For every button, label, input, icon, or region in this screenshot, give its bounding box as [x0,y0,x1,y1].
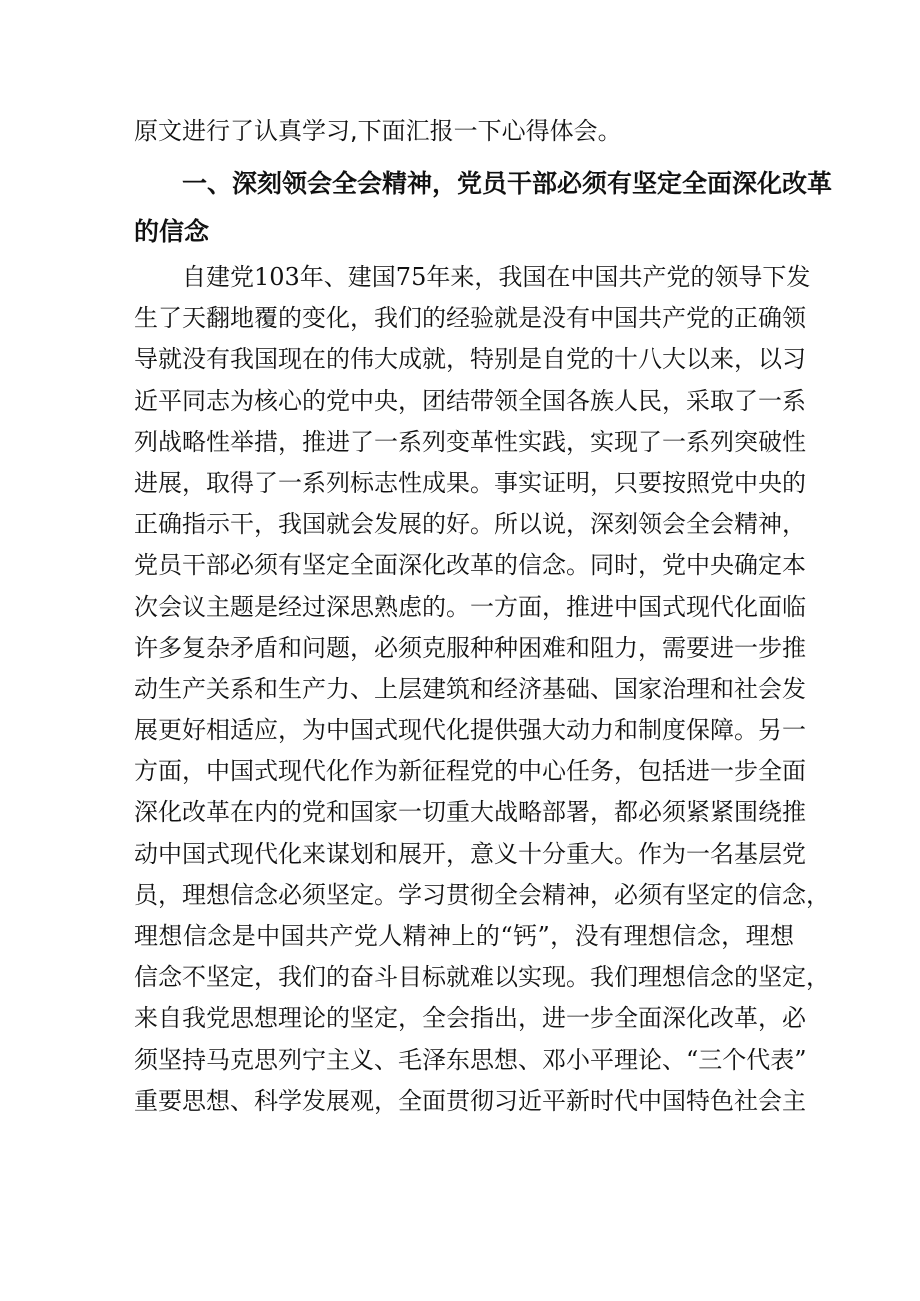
section-heading-line-1: 一、深刻领会全会精神，党员干部必须有坚定全面深化改革 [182,169,833,198]
paragraph-line: 近平同志为核心的党中央，团结带领全国各族人民，采取了一系 [134,386,806,415]
section-heading-line-2: 的信念 [134,217,210,246]
paragraph-line: 正确指示干，我国就会发展的好。所以说，深刻领会全会精神， [134,510,806,539]
section-heading [134,160,833,256]
paragraph-line: 员，理想信念必须坚定。学习贯彻全会精神，必须有坚定的信念， [134,880,830,909]
intro-line: 原文进行了认真学习,下面汇报一下心得体会。 [134,117,622,145]
paragraph-line: 深化改革在内的党和国家一切重大战略部署，都必须紧紧围绕推 [134,798,806,827]
paragraph-line: 来自我党思想理论的坚定，全会指出，进一步全面深化改革，必 [134,1004,806,1033]
paragraph-line: 须坚持马克思列宁主义、毛泽东思想、邓小平理论、“三个代表” [134,1045,807,1074]
paragraph-line: 方面，中国式现代化作为新征程党的中心任务，包括进一步全面 [134,757,806,786]
paragraph-line: 信念不坚定，我们的奋斗目标就难以实现。我们理想信念的坚定， [134,963,830,992]
paragraph-line: 列战略性举措，推进了一系列变革性实践，实现了一系列突破性 [134,427,806,456]
paragraph-line: 动中国式现代化来谋划和展开，意义十分重大。作为一名基层党 [134,839,806,868]
paragraph-line: 动生产关系和生产力、上层建筑和经济基础、国家治理和社会发 [134,674,806,703]
paragraph-line: 进展，取得了一系列标志性成果。事实证明，只要按照党中央的 [134,468,806,497]
paragraph-line: 许多复杂矛盾和问题，必须克服种种困难和阻力，需要进一步推 [134,633,806,662]
paragraph-line: 次会议主题是经过深思熟虑的。一方面，推进中国式现代化面临 [134,592,806,621]
paragraph-line: 自建党103年、建国75年来，我国在中国共产党的领导下发 [182,263,811,291]
paragraph-line: 导就没有我国现在的伟大成就，特别是自党的十八大以来，以习 [134,345,806,374]
paragraph-line: 党员干部必须有坚定全面深化改革的信念。同时，党中央确定本 [134,551,806,580]
paragraph-line: 展更好相适应，为中国式现代化提供强大动力和制度保障。另一 [134,716,806,745]
paragraph-line: 重要思想、科学发展观，全面贯彻习近平新时代中国特色社会主 [134,1086,806,1115]
paragraph-line: 理想信念是中国共产党人精神上的“钙”，没有理想信念，理想 [134,922,794,950]
paragraph-line: 生了天翻地覆的变化，我们的经验就是没有中国共产党的正确领 [134,304,806,333]
body-paragraph [134,257,830,1122]
